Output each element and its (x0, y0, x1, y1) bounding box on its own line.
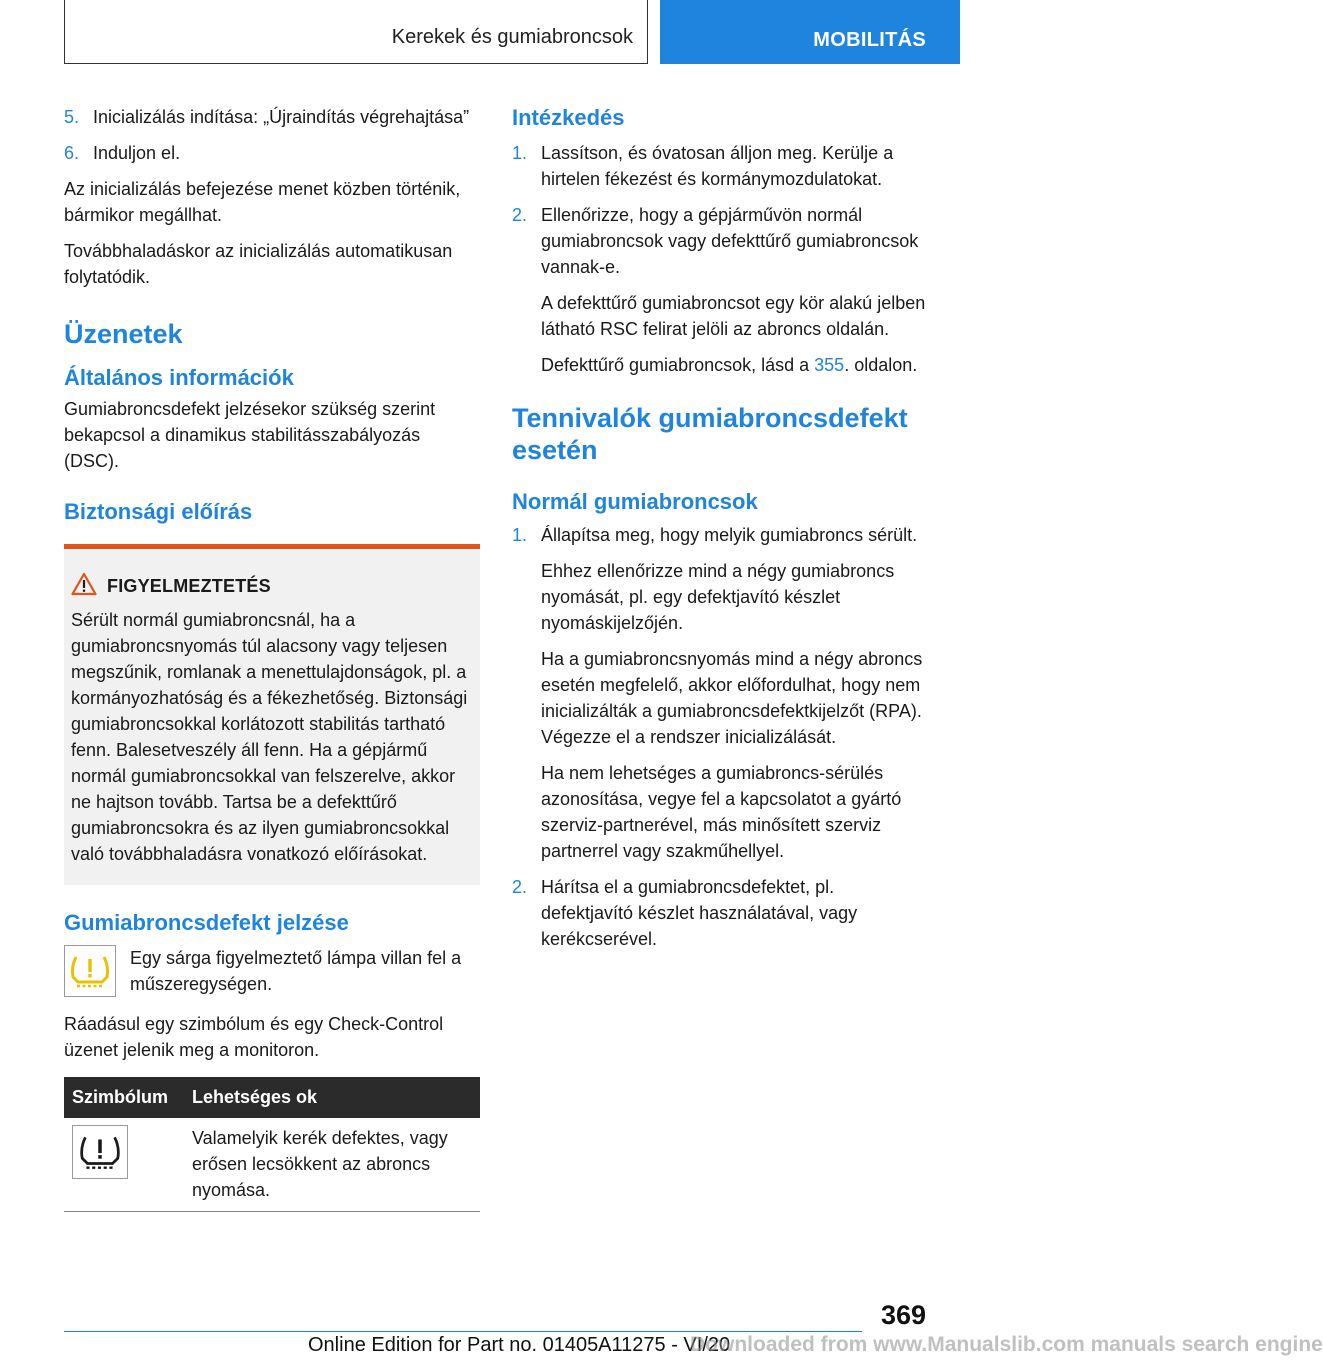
step-text: Ha nem lehetséges a gumiabroncs-sérülés azonosítása, vegye fel a kapcsolatot a gyártó szerviz-partnerével, más minősített szerviz partnerrel vagy szakműhellyel. (541, 763, 902, 861)
header-chapter-title: MOBILITÁS (813, 29, 926, 51)
heading-flat-tire-indicator: Gumiabroncsdefekt jelzése (64, 910, 349, 935)
indicator-row (64, 945, 480, 997)
reference-text: Defekttűrő gumiabroncsok, lásd a (541, 355, 815, 375)
header-section-box (64, 0, 648, 64)
table-header-symbol: Szimbólum (64, 1077, 184, 1118)
footer-edition: Online Edition for Part no. 01405A11275 - VI/20 (308, 1334, 731, 1356)
table-cell-cause: Valamelyik kerék defektes, vagy erősen lecsökkent az abroncs nyomása. (184, 1118, 480, 1212)
step-text: Lassítson, és óvatosan álljon meg. Kerülje a hirtelen fékezést és kormánymozdulatokat. (541, 143, 894, 189)
table-row (64, 1118, 480, 1212)
right-column (512, 104, 930, 962)
warning-header (71, 572, 473, 601)
step-number: 2. (512, 877, 528, 897)
header-section-title: Kerekek és gumiabroncsok (391, 26, 633, 48)
footer-divider (64, 1331, 862, 1332)
watermark: Downloaded from www.Manualslib.com manuals search engine (690, 1333, 1323, 1356)
left-column (64, 104, 480, 1212)
cross-reference (541, 352, 930, 378)
paragraph-init-end: Az inicializálás befejezése menet közben történik, bármikor megállhat. (64, 179, 461, 225)
step-number: 1. (512, 143, 528, 163)
heading-safety: Biztonsági előírás (64, 499, 253, 524)
paragraph-check-control: Ráadásul egy szimbólum és egy Check-Control üzenet jelenik meg a monitoron. (64, 1014, 444, 1060)
header-chapter-box (660, 0, 960, 64)
heading-actions: Intézkedés (512, 105, 625, 130)
tire-pressure-symbol-icon (72, 1125, 128, 1179)
table-header-cause: Lehetséges ok (184, 1077, 480, 1118)
warning-title: FIGYELMEZTETÉS (107, 576, 271, 596)
indicator-text: Egy sárga figyelmeztető lámpa villan fel a műszeregységen. (130, 948, 462, 994)
step-text: A defekttűrő gumiabroncsot egy kör alakú jelben látható RSC felirat jelöli az abroncs oldalán. (541, 293, 926, 339)
action-step-1 (512, 140, 930, 192)
warning-text: Sérült normál gumiabroncsnál, ha a gumiabroncsnyomás túl alacsony vagy teljesen megszűnik, romlanak a menettulajdonságok, pl. a kormányozhatóság és a fékezhetőség. Biztonsági gumiabroncsokkal korlátozott stabilitás tartható fenn. Balesetveszély áll fenn. Ha a gépjármű normál gumiabroncsokkal van felszerelve, akkor ne hajtson tovább. Tartsa be a defekttűrő gumiabroncsokra és az ilyen gumiabroncsokkal való továbbhaladásra vonatkozó előírásokat. (71, 610, 468, 864)
heading-flat-tire-todo: Tennivalók gumiabroncsdefekt esetén (512, 403, 908, 465)
step-text: Állapítsa meg, hogy melyik gumiabroncs sérült. (541, 525, 918, 545)
warning-box (64, 544, 480, 885)
heading-general-info: Általános információk (64, 365, 294, 390)
step-number: 6. (64, 143, 80, 163)
step-text: Ellenőrizze, hogy a gépjárművön normál gumiabroncsok vagy defekttűrő gumiabroncsok vannak-e. (541, 205, 919, 277)
warning-triangle-icon (71, 572, 97, 601)
normal-step-1 (512, 522, 930, 864)
table-cell-symbol (64, 1118, 184, 1212)
step-text: Hárítsa el a gumiabroncsdefektet, pl. defektjavító készlet használatával, vagy kerékcserével. (541, 877, 858, 949)
action-step-2 (512, 202, 930, 378)
heading-messages: Üzenetek (64, 319, 183, 349)
normal-step-2 (512, 874, 930, 952)
step-number: 2. (512, 205, 528, 225)
reference-text: . oldalon. (844, 355, 918, 375)
page-link[interactable]: 355 (814, 355, 845, 375)
step-text: Induljon el. (93, 143, 181, 163)
step-text: Ehhez ellenőrizze mind a négy gumiabroncs nyomását, pl. egy defektjavító készlet nyomáskijelzőjén. (541, 561, 895, 633)
step-5 (64, 104, 480, 130)
step-number: 1. (512, 525, 528, 545)
page-number: 369 (880, 1300, 926, 1330)
step-number: 5. (64, 107, 80, 127)
paragraph-init-continue: Továbbhaladáskor az inicializálás automatikusan folytatódik. (64, 241, 453, 287)
paragraph-general-info: Gumiabroncsdefekt jelzésekor szükség szerint bekapcsol a dinamikus stabilitásszabályozás (DSC). (64, 399, 436, 471)
step-6 (64, 140, 480, 166)
table-header-row (64, 1077, 480, 1118)
symbol-table (64, 1077, 480, 1212)
step-text: Ha a gumiabroncsnyomás mind a négy abroncs esetén megfelelő, akkor előfordulhat, hogy nem inicializálták a gumiabroncsdefektkijelzőt (RPA). Végezze el a rendszer inicializálását. (541, 649, 923, 747)
step-text: Inicializálás indítása: „Újraindítás végrehajtása” (93, 107, 470, 127)
tire-pressure-warning-icon (64, 945, 116, 997)
heading-normal-tires: Normál gumiabroncsok (512, 489, 758, 514)
